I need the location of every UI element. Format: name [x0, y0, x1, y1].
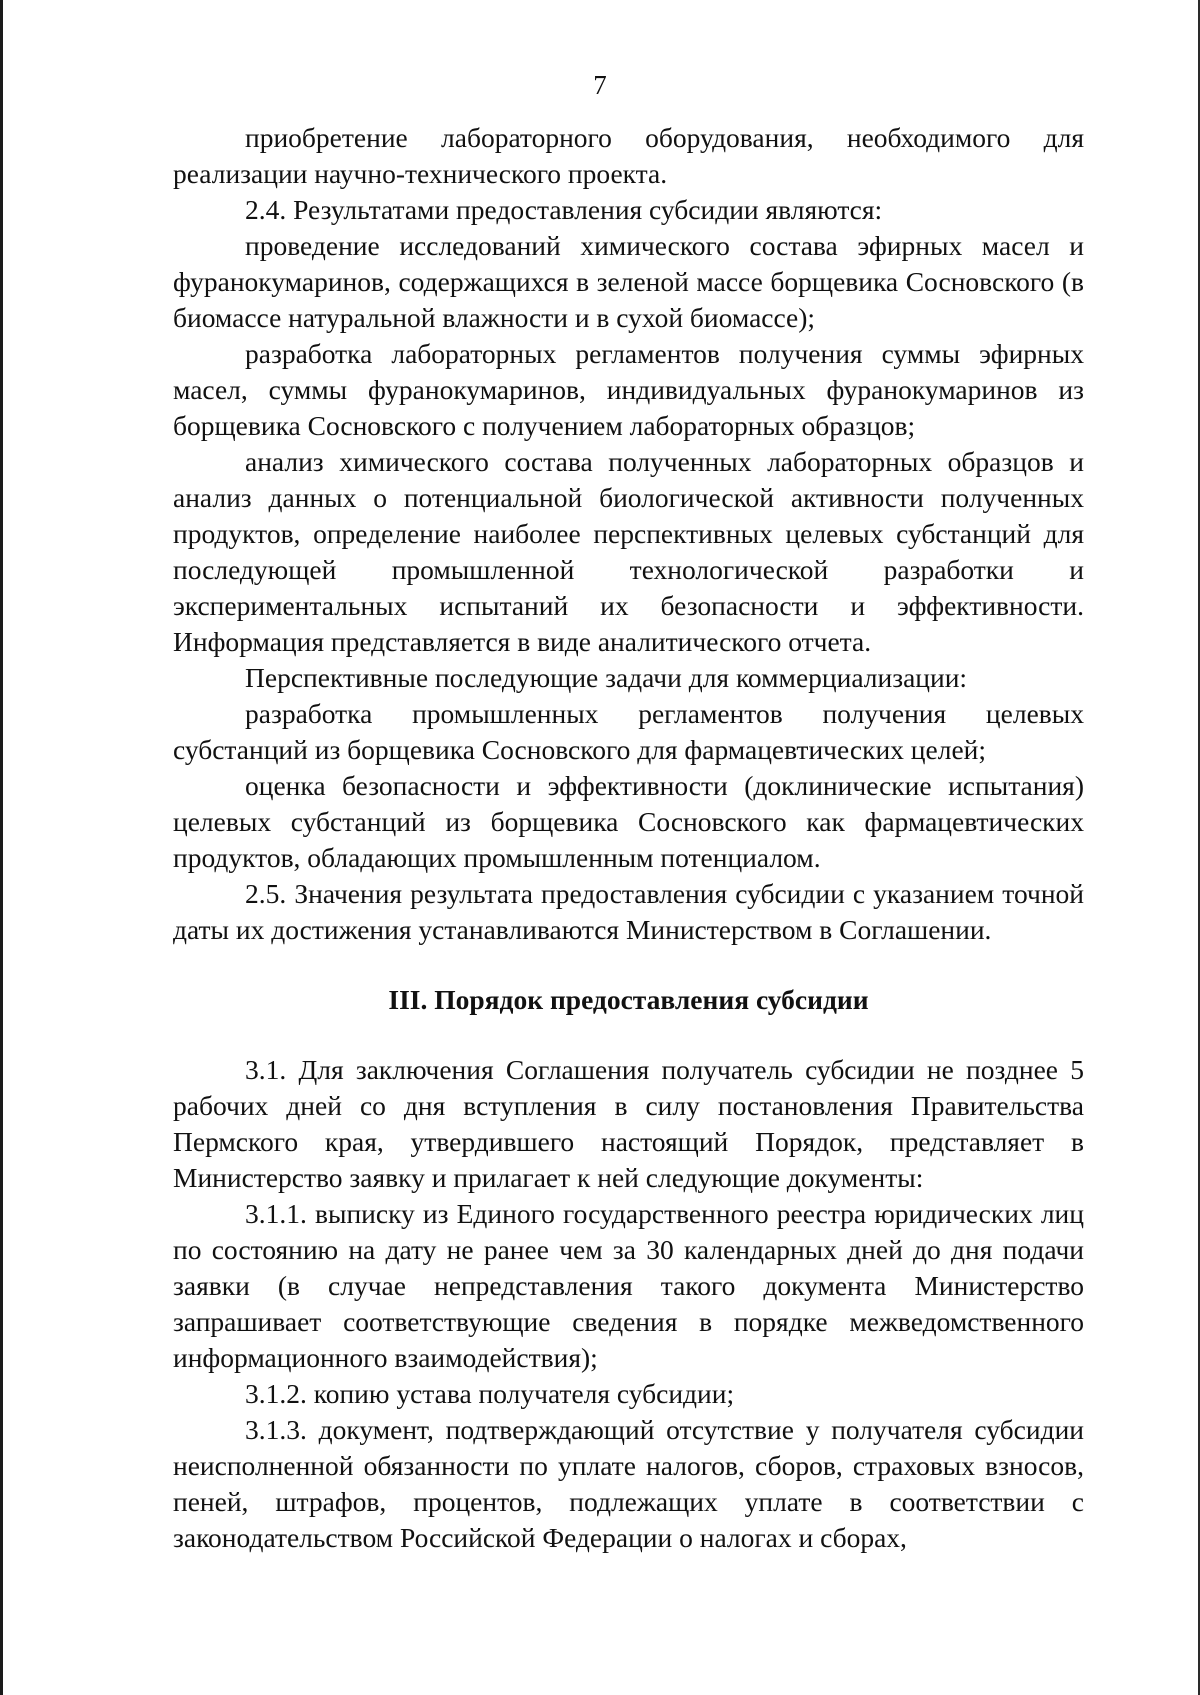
document-body — [173, 120, 1084, 1556]
paragraph-industrial-regulations: разработка промышленных регламентов получения целевых субстанций из борщевика Сосновского для фармацевтических целей; — [173, 698, 1084, 765]
paragraph-preclinical-trials: оценка безопасности и эффективности (доклинические испытания) целевых субстанций из борщевика Сосновского как фармацевтических продуктов, обладающих промышленным потенциалом. — [173, 770, 1084, 873]
paragraph-research-oils: проведение исследований химического состава эфирных масел и фуранокумаринов, содержащихся в зеленой массе борщевика Сосновского (в биомассе натуральной влажности и в сухой биомассе); — [173, 230, 1084, 333]
section-heading: III. Порядок предоставления субсидии — [388, 984, 869, 1015]
paragraph-commercialization-tasks: Перспективные последующие задачи для коммерциализации: — [245, 662, 968, 693]
paragraph-2-4: 2.4. Результатами предоставления субсидии являются: — [245, 194, 883, 225]
paragraph-3-1: 3.1. Для заключения Соглашения получатель субсидии не позднее 5 рабочих дней со дня вступления в силу постановления Правительства Пермского края, утвердившего настоящий Порядок, представляет в Министерство заявку и прилагает к ней следующие документы: — [173, 1054, 1084, 1193]
paragraph-2-5: 2.5. Значения результата предоставления субсидии с указанием точной даты их достижения устанавливаются Министерством в Соглашении. — [173, 878, 1084, 945]
paragraph-analysis: анализ химического состава полученных лабораторных образцов и анализ данных о потенциальной биологической активности полученных продуктов, определение наиболее перспективных целевых субстанций для последующей промышленной технологической разработки и экспериментальных испытаний их безопасности и эффективности. Информация представляется в виде аналитического отчета. — [173, 446, 1084, 657]
paragraph-equipment-continuation: приобретение лабораторного оборудования, необходимого для реализации научно-технического проекта. — [173, 122, 1084, 189]
paragraph-3-1-3: 3.1.3. документ, подтверждающий отсутствие у получателя субсидии неисполненной обязанности по уплате налогов, сборов, страховых взносов, пеней, штрафов, процентов, подлежащих уплате в соответствии с законодательством Российской Федерации о налогах и сборах, — [173, 1414, 1084, 1553]
paragraph-lab-regulations: разработка лабораторных регламентов получения суммы эфирных масел, суммы фуранокумаринов, индивидуальных фуранокумаринов из борщевика Сосновского с получением лабораторных образцов; — [173, 338, 1084, 441]
scan-edge-left — [0, 0, 3, 1695]
page-number: 7 — [593, 70, 607, 100]
paragraph-3-1-2: 3.1.2. копию устава получателя субсидии; — [245, 1378, 735, 1409]
paragraph-3-1-1: 3.1.1. выписку из Единого государственного реестра юридических лиц по состоянию на дату не ранее чем за 30 календарных дней до дня подачи заявки (в случае непредставления такого документа Министерство запрашивает соответствующие сведения в порядке межведомственного информационного взаимодействия); — [173, 1198, 1084, 1373]
